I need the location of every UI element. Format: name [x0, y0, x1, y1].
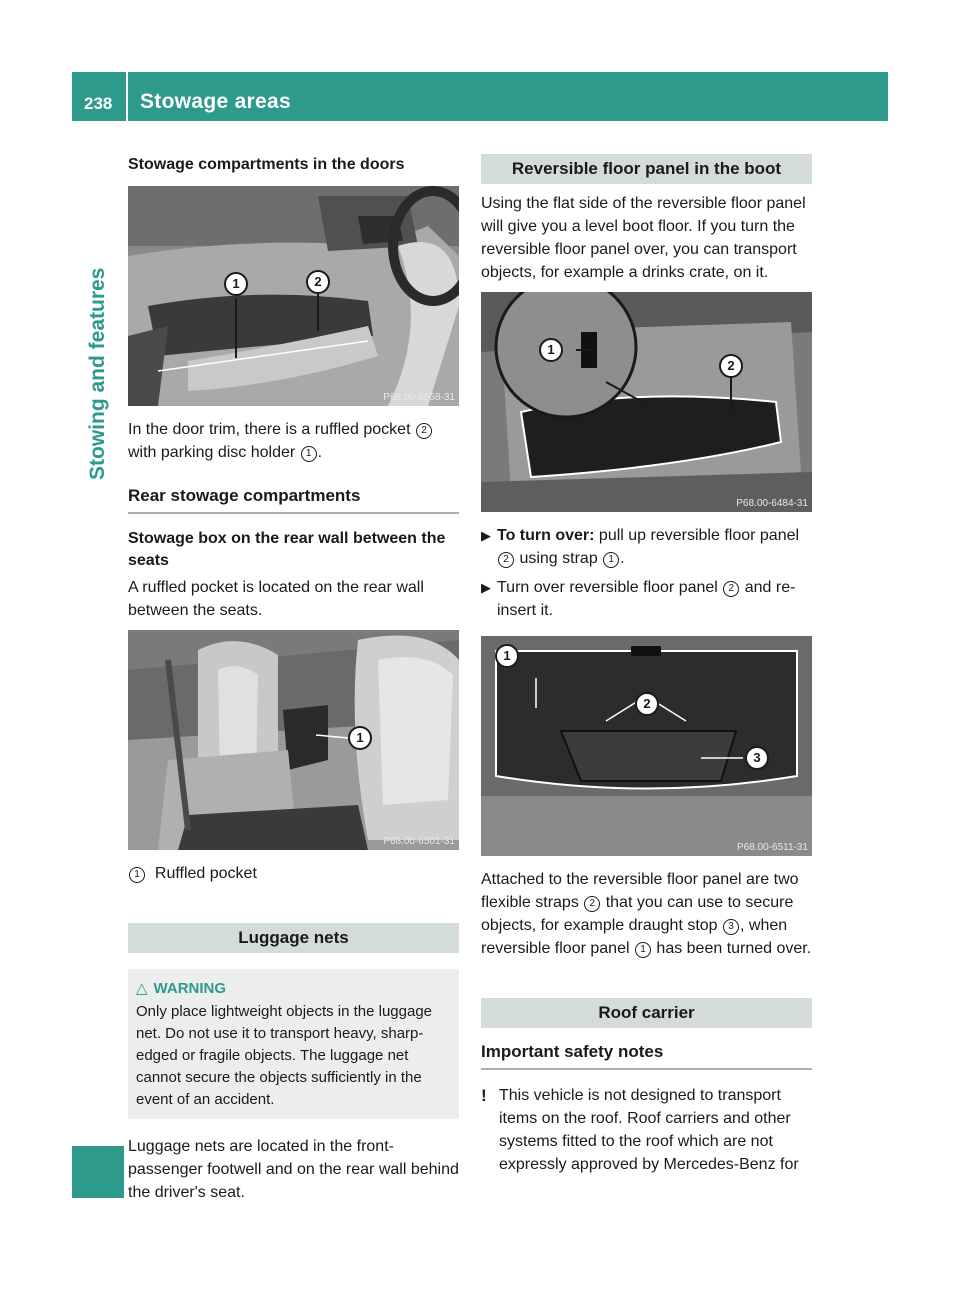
inline-callout-2: 2 — [723, 581, 739, 597]
box-heading: Stowage box on the rear wall between the seats — [128, 530, 446, 569]
callout-1: 1 — [539, 338, 563, 362]
door-illustration — [128, 186, 459, 406]
boot-figure — [481, 292, 812, 512]
inline-callout-1: 1 — [635, 942, 651, 958]
side-tab-block — [72, 1146, 124, 1198]
inline-callout-2: 2 — [584, 896, 600, 912]
luggage-nets-band: Luggage nets — [128, 923, 459, 953]
arrow-icon: ▶ — [481, 580, 491, 595]
floor-text: Using the flat side of the reversible floor panel will give you a level boot floor. If you turn the reversible floor panel over, you can transport objects, for example a drinks crate, on it. — [481, 195, 806, 281]
legend-callout-1: 1 — [129, 867, 145, 883]
exclamation-icon: ! — [481, 1086, 487, 1105]
callout-3: 3 — [745, 746, 769, 770]
callout-2: 2 — [306, 270, 330, 294]
seats-illustration — [128, 630, 459, 850]
box-text: A ruffled pocket is located on the rear wall between the seats. — [128, 579, 424, 619]
figure-code: P68.00-6501-31 — [383, 836, 455, 847]
seats-figure — [128, 630, 459, 850]
warning-text: Only place lightweight objects in the luggage net. Do not use it to transport heavy, sharp-edged or fragile objects. The luggage net cannot secure the objects sufficiently in the event of an accident. — [136, 1003, 433, 1108]
rear-heading: Rear stowage compartments — [128, 486, 459, 514]
page-title: Stowage areas — [140, 90, 291, 113]
callout-2: 2 — [635, 692, 659, 716]
callout-1: 1 — [348, 726, 372, 750]
floor-panel-band: Reversible floor panel in the boot — [481, 154, 812, 184]
inline-callout-3: 3 — [723, 919, 739, 935]
figure-code: P68.00-6558-31 — [383, 392, 455, 403]
warning-title: △ WARNING — [136, 980, 227, 997]
left-column — [128, 154, 459, 1204]
inline-callout-1: 1 — [603, 552, 619, 568]
boot-floor-illustration — [481, 636, 812, 856]
inline-callout-2: 2 — [416, 423, 432, 439]
door-figure — [128, 186, 459, 406]
warning-box — [128, 969, 459, 1119]
legend-item: 1 Ruffled pocket — [128, 862, 459, 885]
figure-code: P68.00-6484-31 — [736, 498, 808, 509]
instruction-reinsert: ▶ Turn over reversible floor panel 2 and re-insert it. — [481, 576, 812, 622]
callout-1: 1 — [495, 644, 519, 668]
inline-callout-1: 1 — [301, 446, 317, 462]
header-divider — [126, 72, 128, 121]
warning-triangle-icon: △ — [136, 980, 148, 997]
roof-carrier-band: Roof carrier — [481, 998, 812, 1028]
instruction-turn-over: ▶ To turn over: pull up reversible floor panel 2 using strap 1 . — [481, 524, 812, 570]
luggage-text: Luggage nets are located in the front-passenger footwell and on the rear wall behind the driver's seat. — [128, 1138, 459, 1201]
figure-code: P68.00-6511-31 — [737, 842, 808, 853]
roof-note: ! This vehicle is not designed to transport items on the roof. Roof carriers and other systems fitted to the roof which are not expressly approved by Mercedes-Benz for — [481, 1086, 799, 1173]
boot-floor-figure — [481, 636, 812, 856]
arrow-icon: ▶ — [481, 528, 491, 543]
callout-1: 1 — [224, 272, 248, 296]
inline-callout-2: 2 — [498, 552, 514, 568]
side-tab-label: Stowing and features — [86, 267, 109, 480]
safety-heading: Important safety notes — [481, 1042, 812, 1070]
callout-2: 2 — [719, 354, 743, 378]
doors-text: In the door trim, there is a ruffled pocket 2 with parking disc holder 1 . — [128, 418, 459, 464]
right-column — [481, 154, 812, 1176]
doors-heading: Stowage compartments in the doors — [128, 156, 405, 173]
boot-illustration — [481, 292, 812, 512]
page-number: 238 — [84, 94, 113, 113]
straps-text: Attached to the reversible floor panel are two flexible straps 2 that you can use to secure objects, for example draught stop 3 , when reversible floor panel 1 has been turned over. — [481, 871, 812, 957]
